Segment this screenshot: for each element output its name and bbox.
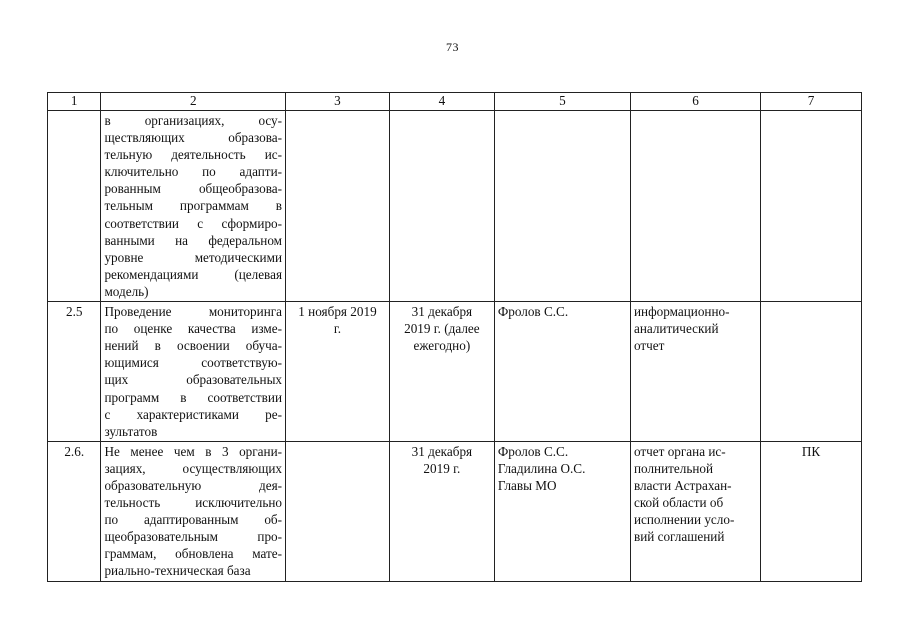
description-cell — [101, 302, 286, 442]
end-date-line: 31 декабря — [411, 304, 473, 320]
description-line: тельную деятельность ис- — [104, 147, 283, 163]
activities-table — [47, 92, 862, 582]
description-line: нений в освоении обуча- — [104, 338, 283, 354]
responsible-cell — [494, 441, 630, 581]
description-line: модель) — [104, 283, 149, 299]
description-line: с характеристиками ре- — [104, 406, 283, 422]
end-date-cell — [389, 302, 494, 442]
end-date-line: ежегодно) — [413, 338, 471, 354]
header-cell: 6 — [630, 93, 760, 111]
end-date-line: 2019 г. (далее — [404, 321, 480, 337]
description-line: уровне методическими — [104, 249, 283, 265]
table-row — [48, 302, 862, 442]
end-date-cell — [389, 441, 494, 581]
responsible-cell — [494, 302, 630, 442]
description-line: в организациях, осу- — [104, 113, 283, 128]
note-cell: ПК — [761, 441, 862, 581]
row-number-cell: 2.6. — [48, 441, 101, 581]
result-line: отчет — [633, 338, 665, 354]
start-date-cell — [286, 302, 390, 442]
description-line: граммам, обновлена мате- — [104, 546, 283, 562]
start-date-line: г. — [333, 321, 342, 337]
result-line: ской области об — [633, 495, 724, 511]
end-date-cell — [389, 111, 494, 302]
description-line: по адаптированным об- — [104, 512, 283, 528]
description-line: ющимися соответствую- — [104, 355, 283, 371]
table-row — [48, 111, 862, 302]
result-cell — [630, 302, 760, 442]
start-date-cell — [286, 111, 390, 302]
description-line: образовательную дея- — [104, 477, 283, 493]
header-cell: 1 — [48, 93, 101, 111]
header-cell: 5 — [494, 93, 630, 111]
row-number-cell — [48, 111, 101, 302]
responsible-line: Фролов С.С. — [497, 304, 569, 320]
description-line: рованным общеобразова- — [104, 181, 283, 197]
result-line: вий соглашений — [633, 529, 725, 545]
result-line: отчет органа ис- — [633, 443, 726, 459]
description-line: Не менее чем в 3 органи- — [104, 443, 283, 459]
start-date-cell — [286, 441, 390, 581]
description-line: тельным программам в — [104, 198, 283, 214]
note-cell — [761, 111, 862, 302]
start-date-line: 1 ноября 2019 — [298, 304, 377, 320]
description-line: щеобразовательным про- — [104, 529, 283, 545]
description-line: ществляющих образова- — [104, 130, 283, 146]
description-line: ключительно по адапти- — [104, 164, 283, 180]
responsible-line: Главы МО — [497, 477, 557, 493]
description-line: тельность исключительно — [104, 495, 283, 511]
description-line: риально-техническая база — [104, 563, 251, 579]
header-cell: 3 — [286, 93, 390, 111]
result-line: исполнении усло- — [633, 512, 735, 528]
description-line: ванными на федеральном — [104, 232, 283, 248]
note-cell — [761, 302, 862, 442]
row-number-cell: 2.5 — [48, 302, 101, 442]
description-line: зациях, осуществляющих — [104, 460, 283, 476]
result-line: аналитический — [633, 321, 719, 337]
responsible-cell — [494, 111, 630, 302]
description-line: программ в соответствии — [104, 389, 283, 405]
table-row — [48, 441, 862, 581]
result-cell — [630, 111, 760, 302]
responsible-line: Гладилина О.С. — [497, 460, 586, 476]
description-cell — [101, 111, 286, 302]
description-line: рекомендациями (целевая — [104, 266, 283, 282]
description-line: по оценке качества изме- — [104, 321, 283, 337]
description-cell — [101, 441, 286, 581]
result-line: полнительной — [633, 460, 714, 476]
responsible-line: Фролов С.С. — [497, 443, 569, 459]
description-line: зультатов — [104, 423, 158, 439]
header-cell: 7 — [761, 93, 862, 111]
result-line: информационно- — [633, 304, 730, 320]
end-date-line: 2019 г. — [423, 460, 461, 476]
end-date-line: 31 декабря — [411, 443, 473, 459]
description-line: Проведение мониторинга — [104, 304, 283, 320]
result-cell — [630, 441, 760, 581]
result-line: власти Астрахан- — [633, 477, 732, 493]
description-line: соответствии с сформиро- — [104, 215, 283, 231]
header-cell: 2 — [101, 93, 286, 111]
description-line: щих образовательных — [104, 372, 283, 388]
page-number: 73 — [446, 40, 459, 54]
table-header-row — [48, 93, 862, 111]
header-cell: 4 — [389, 93, 494, 111]
